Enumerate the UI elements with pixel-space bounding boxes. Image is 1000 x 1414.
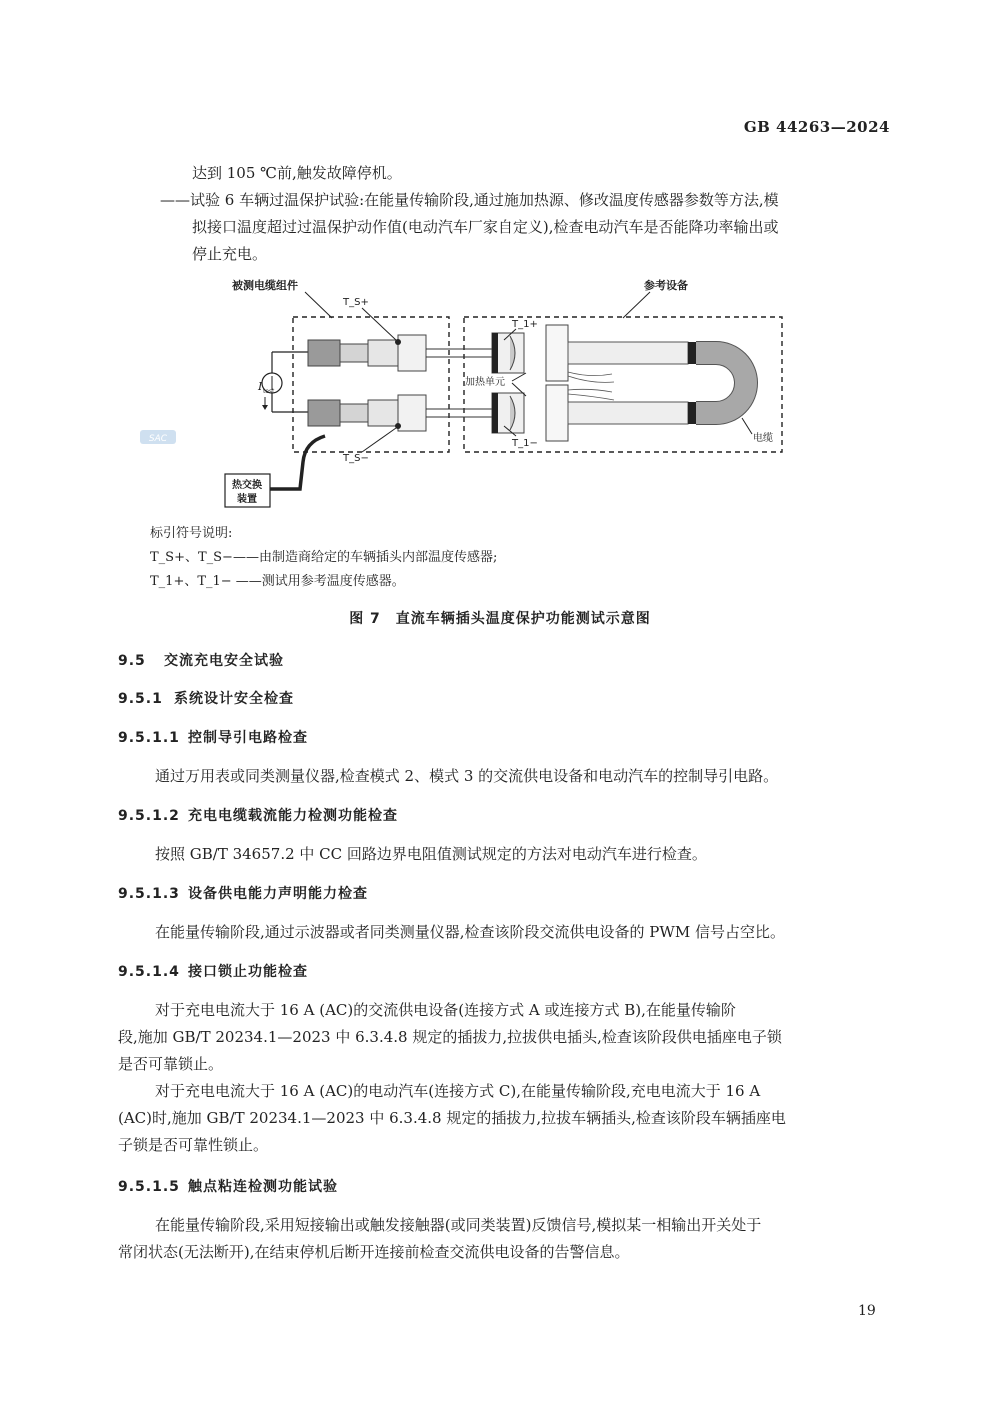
hx-hose — [270, 436, 325, 489]
ref-socket-upper-face — [492, 333, 498, 373]
legend-item-ts: T_S+、T_S−——由制造商给定的车辆插头内部温度传感器; — [150, 550, 498, 565]
section-number: 9.5.1.3 — [118, 886, 180, 902]
lower-plug-body — [340, 404, 368, 422]
section-number: 9.5.1.4 — [118, 964, 180, 980]
t1-minus-label: T_1− — [512, 438, 538, 449]
section-9-5-1-5-heading — [118, 1176, 338, 1196]
lower-plug-head — [398, 395, 426, 431]
ref-cable-bend — [696, 353, 746, 413]
itest-arrowhead — [262, 405, 268, 410]
upper-plug-flange — [368, 340, 398, 366]
section-title: 接口锁止功能检查 — [188, 964, 308, 980]
section-9-5-heading — [118, 650, 284, 670]
section-9-5-1-4-p1-line1: 对于充电电流大于 16 A (AC)的交流供电设备(连接方式 A 或连接方式 B),在能量传输阶 — [155, 1001, 736, 1019]
dut-label: 被测电缆组件 — [232, 279, 298, 292]
ts-minus-leader — [362, 428, 396, 452]
section-9-5-1-4-p2-line1: 对于充电电流大于 16 A (AC)的电动汽车(连接方式 C),在能量传输阶段,充电电流大于 16 A — [155, 1082, 761, 1100]
section-title: 控制导引电路检查 — [188, 730, 308, 746]
ts-minus-label: T_S− — [343, 453, 369, 464]
section-9-5-1-1-body: 通过万用表或同类测量仪器,检查模式 2、模式 3 的交流供电设备和电动汽车的控制导引电路。 — [155, 767, 779, 785]
itest-subscript: test — [263, 388, 275, 395]
figure-7-diagram — [0, 0, 1000, 520]
section-9-5-1-4-heading — [118, 961, 308, 981]
section-9-5-1-5-line2: 常闭状态(无法断开),在结束停机后断开连接前检查交流供电设备的告警信息。 — [118, 1243, 630, 1261]
lead-wire-2 — [568, 376, 614, 382]
ref-cable-upper-sleeve — [688, 342, 696, 364]
section-9-5-1-4-p1-line3: 是否可靠锁止。 — [118, 1055, 224, 1073]
upper-plug-head — [398, 335, 426, 371]
cable-label: 电缆 — [753, 433, 773, 444]
upper-cable-block — [308, 340, 340, 366]
section-9-5-1-4-p2-line3: 子锁是否可靠性锁止。 — [118, 1136, 269, 1154]
test6-line-2: 拟接口温度超过过温保护动作值(电动汽车厂家自定义),检查电动汽车是否能降功率输出或 — [192, 218, 779, 236]
test6-line-3: 停止充电。 — [192, 245, 268, 263]
ref-cable-lower-sleeve — [688, 402, 696, 424]
legend-item-t1: T_1+、T_1− ——测试用参考温度传感器。 — [150, 574, 405, 589]
cable-leader — [742, 418, 752, 434]
ts-plus-label: T_S+ — [343, 297, 369, 308]
section-title: 交流充电安全试验 — [164, 653, 284, 669]
page-number: 19 — [858, 1303, 876, 1319]
section-9-5-1-2-heading — [118, 805, 398, 825]
ref-socket-lower-face — [492, 393, 498, 433]
section-title: 设备供电能力声明能力检查 — [188, 886, 368, 902]
section-title: 系统设计安全检查 — [174, 691, 294, 707]
section-9-5-1-3-body: 在能量传输阶段,通过示波器或者同类测量仪器,检查该阶段交流供电设备的 PWM 信号占空比。 — [155, 923, 785, 941]
lower-cable-block — [308, 400, 340, 426]
ref-socket-upper-flange — [546, 325, 568, 381]
ref-label: 参考设备 — [644, 279, 688, 292]
paragraph-continuation: 达到 105 ℃前,触发故障停机。 — [192, 164, 402, 182]
section-title: 充电电缆载流能力检测功能检查 — [188, 808, 398, 824]
t1-plus-label: T_1+ — [512, 319, 538, 330]
ref-cable-lower — [568, 402, 688, 424]
ref-socket-lower-flange — [546, 385, 568, 441]
lead-wire-4 — [568, 394, 614, 400]
section-number: 9.5.1.1 — [118, 730, 180, 746]
lower-plug-flange — [368, 400, 398, 426]
standard-number: GB 44263—2024 — [743, 118, 890, 136]
section-9-5-1-4-p2-line2: (AC)时,施加 GB/T 20234.1—2023 中 6.3.4.8 规定的插拔力,拉拔车辆插头,检查该阶段车辆插座电 — [118, 1109, 786, 1127]
figure-caption: 图 7 直流车辆插头温度保护功能测试示意图 — [349, 611, 651, 627]
section-number: 9.5.1 — [118, 691, 163, 707]
hx-label-line1: 热交换 — [232, 480, 262, 491]
section-9-5-1-4-p1-line2: 段,施加 GB/T 20234.1—2023 中 6.3.4.8 规定的插拔力,拉拔供电插头,检查该阶段供电插座电子锁 — [118, 1028, 782, 1046]
lead-wire-1 — [568, 372, 612, 376]
itest-label: I — [258, 380, 263, 393]
section-9-5-1-3-heading — [118, 883, 368, 903]
heater-label: 加热单元 — [465, 377, 505, 388]
upper-plug-body — [340, 344, 368, 362]
ts-plus-leader — [362, 308, 396, 340]
section-title: 触点粘连检测功能试验 — [188, 1179, 338, 1195]
section-number: 9.5 — [118, 653, 146, 669]
section-9-5-1-5-line1: 在能量传输阶段,采用短接输出或触发接触器(或同类装置)反馈信号,模拟某一相输出开关处于 — [155, 1216, 762, 1234]
section-9-5-1-2-body: 按照 GB/T 34657.2 中 CC 回路边界电阻值测试规定的方法对电动汽车进行检查。 — [155, 845, 707, 863]
dut-leader — [305, 292, 332, 318]
section-number: 9.5.1.2 — [118, 808, 180, 824]
test6-line-1: ——试验 6 车辆过温保护试验:在能量传输阶段,通过施加热源、修改温度传感器参数等方法,模 — [160, 191, 779, 209]
heater-leader-up — [512, 373, 526, 381]
lead-wire-3 — [568, 389, 612, 392]
section-number: 9.5.1.5 — [118, 1179, 180, 1195]
watermark-text: SAC — [148, 434, 168, 444]
ref-leader — [623, 292, 650, 318]
section-9-5-1-heading — [118, 688, 294, 708]
legend-title: 标引符号说明: — [150, 526, 233, 541]
hx-label-line2: 装置 — [237, 494, 257, 505]
ref-cable-upper — [568, 342, 688, 364]
section-9-5-1-1-heading — [118, 727, 308, 747]
